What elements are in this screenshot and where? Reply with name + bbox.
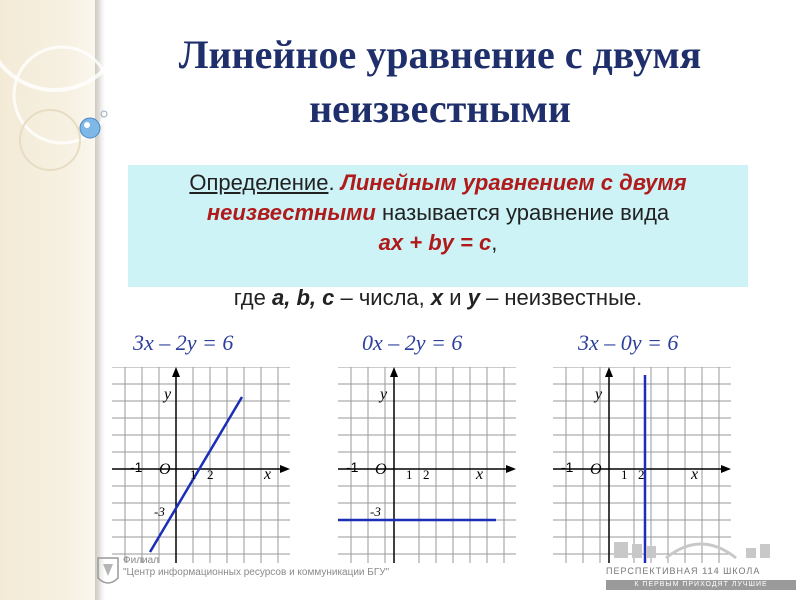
school-logo (606, 530, 796, 590)
definition-dot: . (328, 170, 335, 195)
equation-1: 3x – 2y = 6 (133, 330, 234, 355)
graph-2-y-label: y (380, 386, 388, 403)
where-suffix: – неизвестные. (486, 285, 643, 310)
title-line-2: неизвестными (309, 86, 571, 131)
graph-2-tick-1: 1 (406, 467, 413, 482)
school-number: 114 (702, 566, 720, 576)
graph-1-tick-1: 1 (190, 467, 197, 482)
graph-1-tick-2: 2 (207, 467, 214, 482)
where-line (128, 285, 748, 311)
graph-1-origin: O (159, 461, 171, 478)
equation-2: 0x – 2y = 6 (362, 330, 463, 355)
graph-3-x-label: x (691, 466, 699, 483)
graph-2-tick-minus-1: -1 (346, 459, 359, 475)
graph-2-x-label: x (476, 466, 484, 483)
definition-rest: называется уравнение вида (381, 200, 670, 225)
graph-2 (338, 367, 516, 563)
school-name-line (606, 566, 796, 579)
definition-term-part2: неизвестными (206, 200, 376, 225)
where-middle: – числа, (340, 285, 425, 310)
graph-2-tick-minus-3: -3 (370, 504, 381, 519)
graph-3-y-label: y (595, 386, 603, 403)
graph-1-tick-minus-3: -3 (154, 504, 165, 519)
footer-branch-text (95, 555, 425, 579)
blue-bubble-icon (80, 118, 100, 138)
footer-line-1: Филиал (123, 555, 160, 566)
where-prefix: где (233, 285, 266, 310)
where-var-x: x (430, 285, 444, 310)
school-name-2: ШКОЛА (723, 566, 761, 576)
definition-comma: , (491, 230, 498, 255)
school-name-1: ПЕРСПЕКТИВНАЯ (606, 566, 699, 576)
graph-3-origin: O (590, 461, 602, 478)
title-line-1: Линейное уравнение с двумя (178, 32, 702, 77)
graph-1-x-label: x (264, 466, 272, 483)
graph-2-origin: O (375, 461, 387, 478)
equation-3: 3x – 0y = 6 (578, 330, 679, 355)
graph-3-tick-2: 2 (638, 467, 645, 482)
graph-1-y-label: y (164, 386, 172, 403)
graph-1-tick-minus-1: -1 (130, 459, 143, 475)
where-var-y: y (467, 285, 480, 310)
school-slogan: К ПЕРВЫМ ПРИХОДЯТ ЛУЧШИЕ (606, 580, 796, 590)
page-title (100, 28, 780, 136)
footer-line-2: "Центр информационных ресурсов и коммуникации БГУ" (123, 567, 390, 578)
definition-formula: ax + by = c (378, 230, 492, 255)
graph-3-tick-1: 1 (621, 467, 628, 482)
graph-3-tick-minus-1: -1 (561, 459, 574, 475)
graph-1 (112, 367, 290, 563)
definition-text (128, 168, 748, 258)
where-and: и (449, 285, 462, 310)
definition-label: Определение (189, 170, 329, 195)
school-logo-icon (606, 530, 796, 564)
definition-term-part1: Линейным уравнением с двумя (340, 170, 687, 195)
where-vars-abc: a, b, c (271, 285, 335, 310)
graph-2-tick-2: 2 (423, 467, 430, 482)
